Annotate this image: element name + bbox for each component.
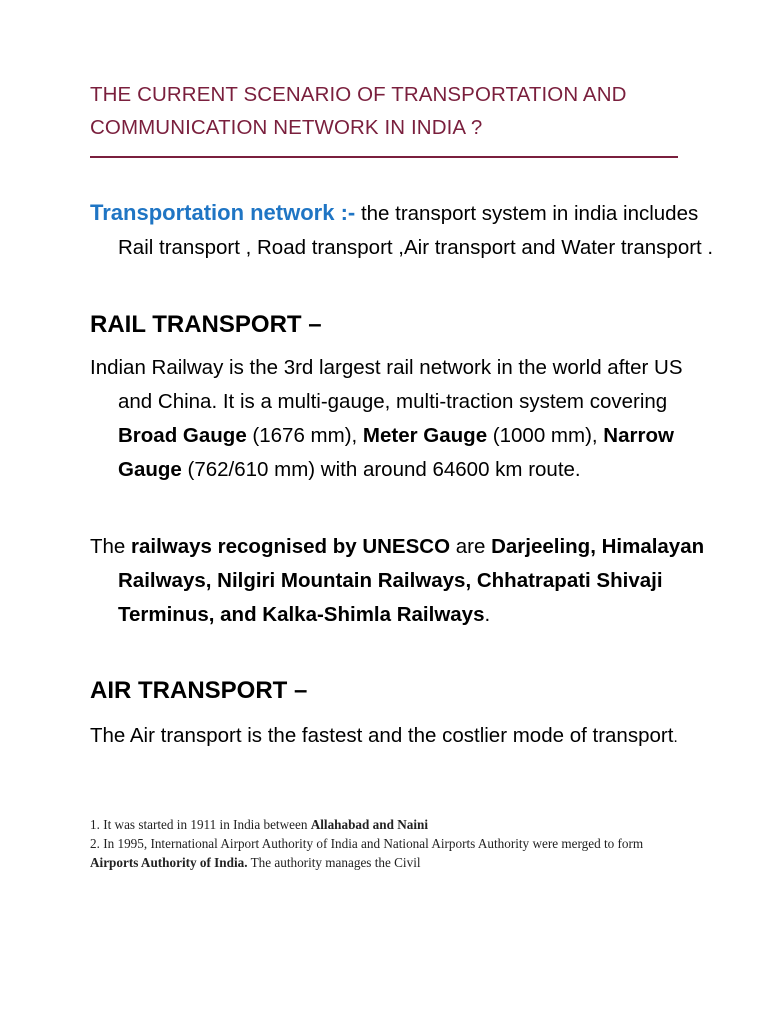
note-1 [90, 815, 690, 834]
note-text: 1. It was started in 1911 in India between [90, 817, 311, 832]
rail-text: (1000 mm), [487, 424, 604, 447]
rail-text: Indian Railway is the 3rd largest rail network in the world after US and China. It is a multi-gauge, multi-traction system covering [90, 356, 683, 413]
air-text-end: . [673, 729, 678, 746]
meter-gauge-term: Meter Gauge [362, 424, 488, 447]
note-text: The authority manages the Civil [247, 855, 421, 870]
note-2 [90, 834, 690, 872]
page-title: THE CURRENT SCENARIO OF TRANSPORTATION AND COMMUNICATION NETWORK IN INDIA ? [90, 83, 627, 139]
air-transport-heading: AIR TRANSPORT – [90, 677, 308, 704]
note-text: 2. In 1995, International Airport Authority of India and National Airports Authority were merged to form [90, 836, 644, 851]
title-underline [90, 156, 678, 158]
rail-paragraph-2 [90, 530, 718, 632]
narrow-gauge-term: Narrow Gauge [118, 424, 674, 481]
note-bold: Allahabad and Naini [310, 817, 428, 832]
unesco-railways-list: Darjeeling, Himalayan Railways, Nilgiri Mountain Railways, Chhatrapati Shivaji Terminus, and Kalka-Shimla Railways [118, 535, 705, 626]
rail-text: (762/610 mm) with around 64600 km route. [181, 458, 581, 481]
rail-text: The [90, 535, 132, 558]
transport-network-paragraph [90, 196, 718, 265]
air-paragraph-1 [90, 719, 718, 755]
rail-paragraph-1 [90, 351, 718, 487]
unesco-phrase: railways recognised by UNESCO [131, 535, 451, 558]
rail-text: . [484, 603, 491, 626]
note-bold: Airports Authority of India. [90, 855, 248, 870]
rail-transport-heading: RAIL TRANSPORT – [90, 311, 322, 338]
broad-gauge-term: Broad Gauge [118, 424, 247, 447]
rail-text: are [450, 535, 492, 558]
transport-network-text: the transport system in india includes Rail transport , Road transport ,Air transport and Water transport . [118, 202, 714, 259]
transport-network-label: Transportation network :- [90, 200, 356, 225]
rail-text: (1676 mm), [246, 424, 363, 447]
air-text: The Air transport is the fastest and the costlier mode of transport [90, 724, 674, 747]
